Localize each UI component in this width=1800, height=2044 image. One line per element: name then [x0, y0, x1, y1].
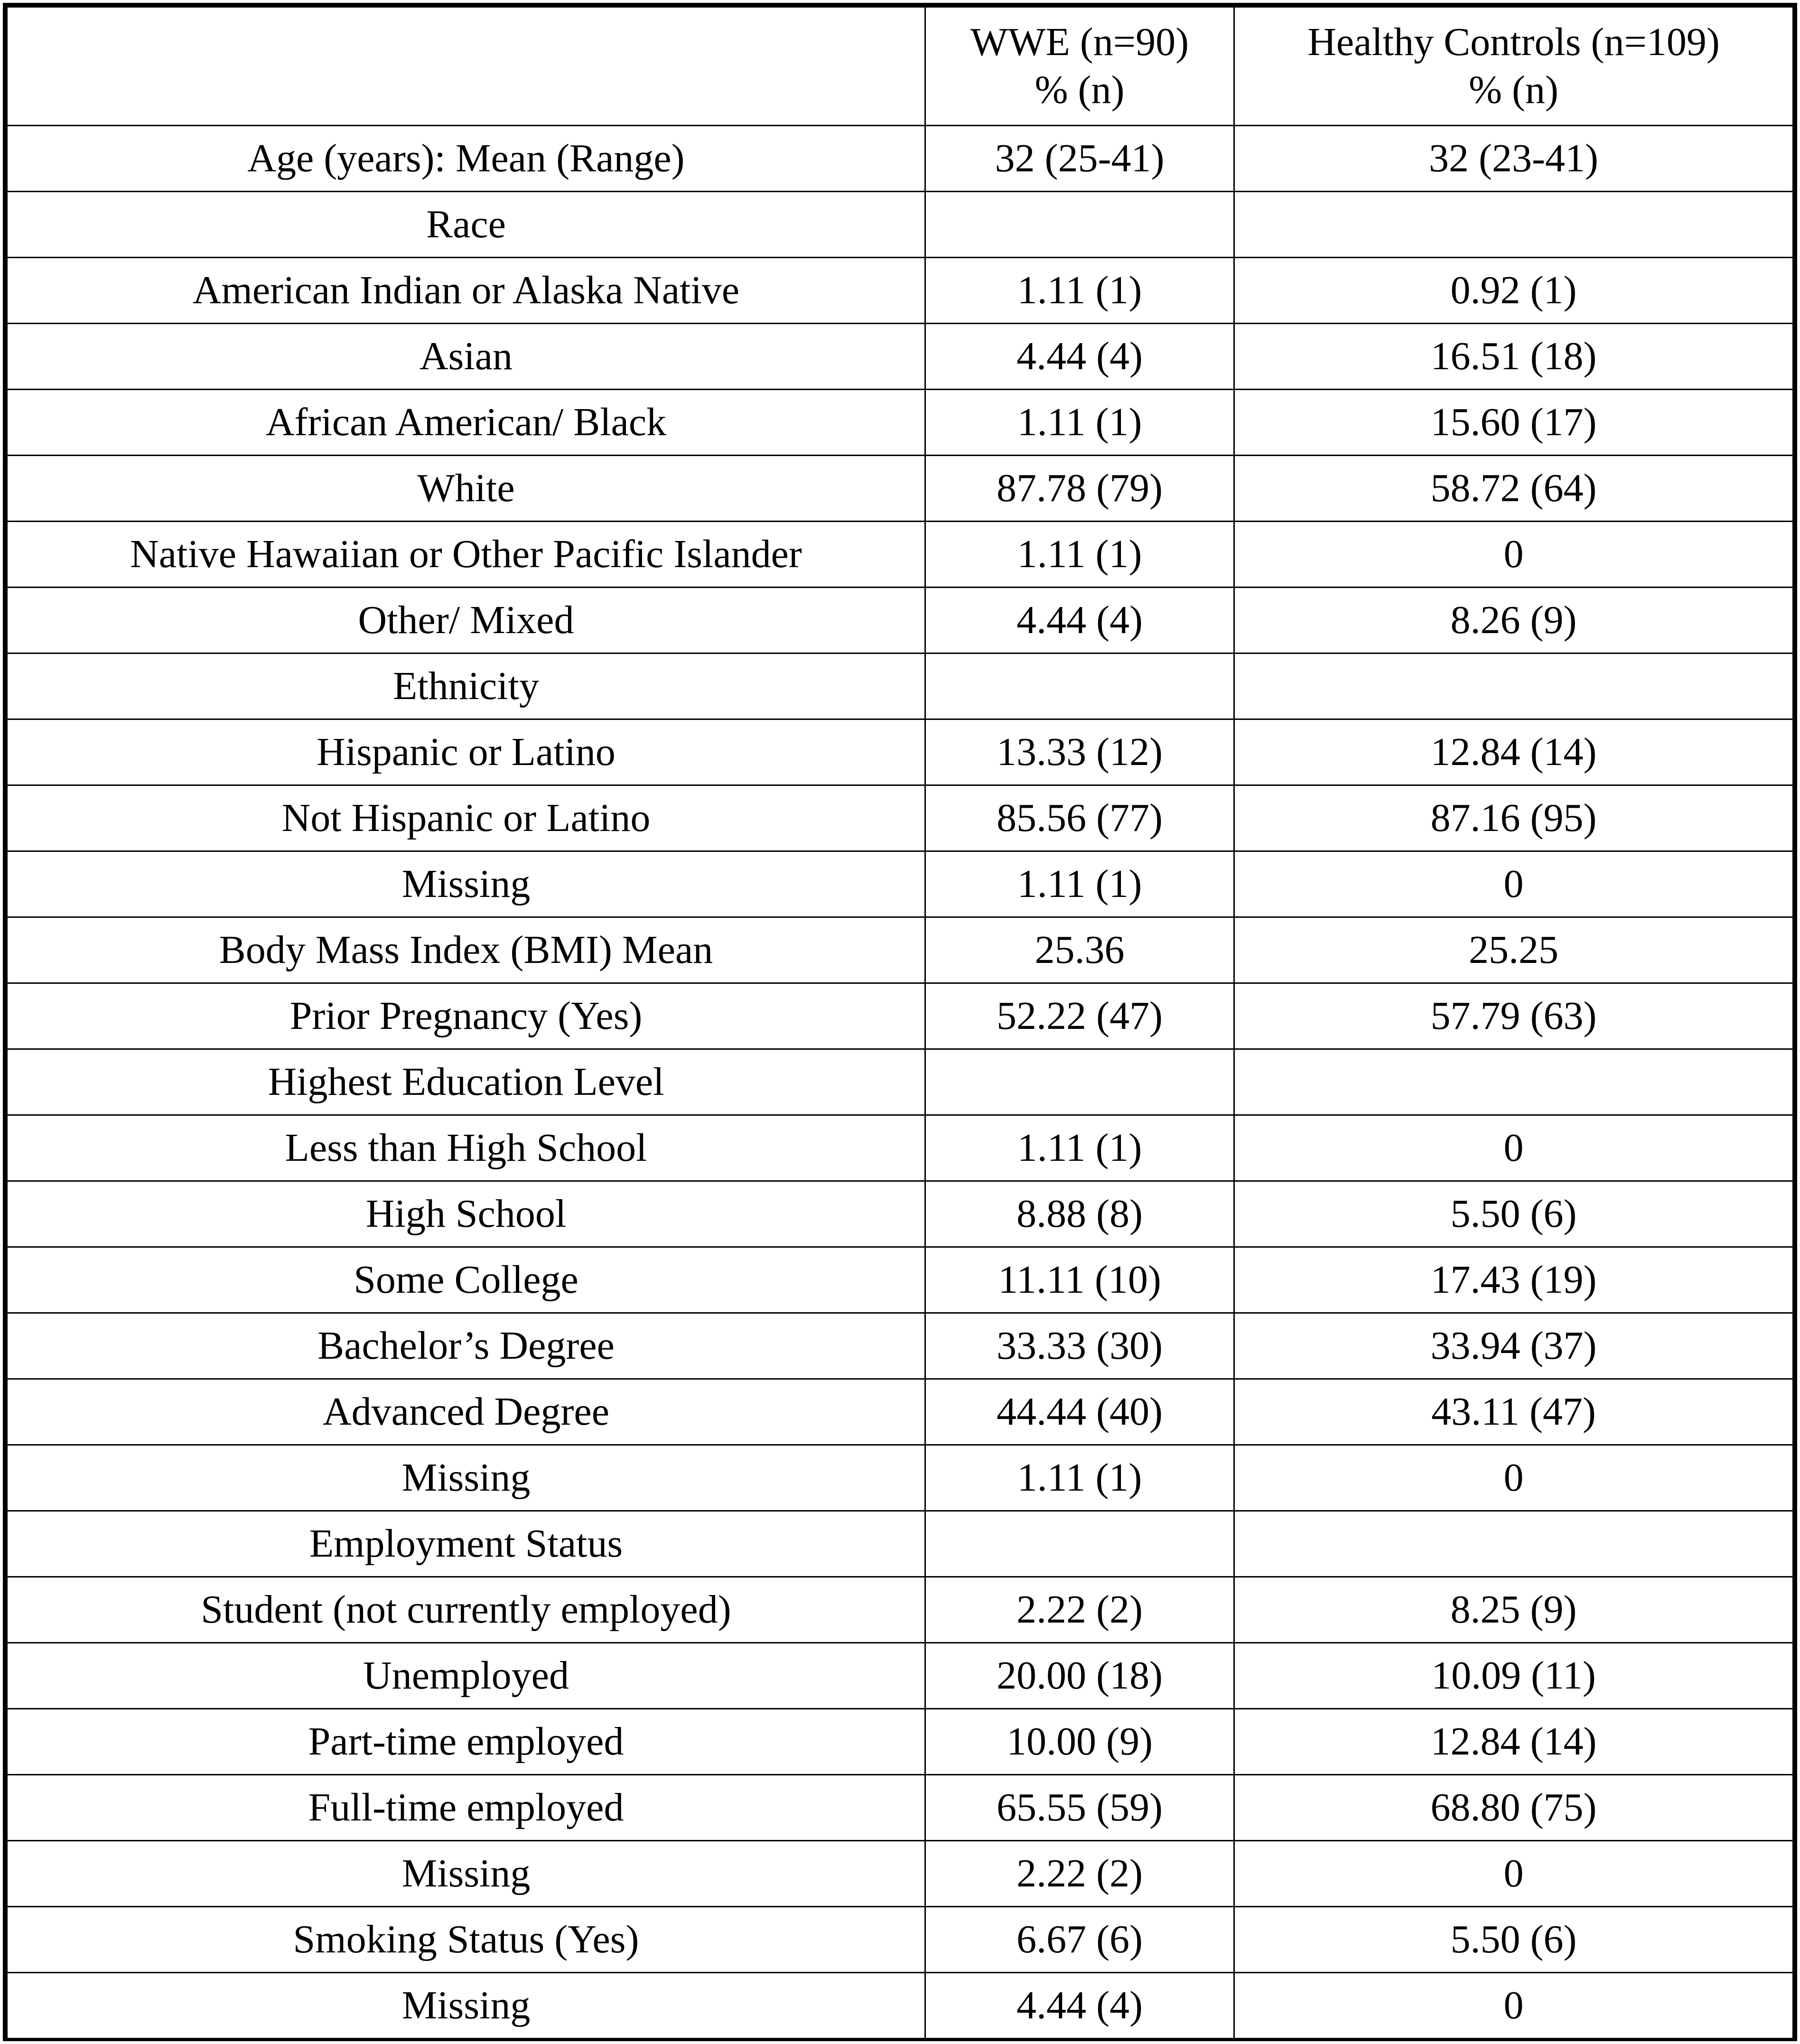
header-wwe-unit: % (n)	[1035, 67, 1125, 112]
wwe-value-cell: 25.36	[925, 917, 1234, 983]
row-label-cell: Missing	[7, 1445, 925, 1511]
healthy-controls-value-cell: 25.25	[1234, 917, 1793, 983]
wwe-value-cell: 1.11 (1)	[925, 1445, 1234, 1511]
wwe-value-cell: 44.44 (40)	[925, 1379, 1234, 1445]
table-row	[7, 1709, 1793, 1775]
healthy-controls-value-cell: 0	[1234, 1841, 1793, 1907]
wwe-value-cell: 32 (25-41)	[925, 126, 1234, 192]
wwe-value-cell: 4.44 (4)	[925, 588, 1234, 653]
wwe-value-cell	[925, 1511, 1234, 1577]
wwe-value-cell: 6.67 (6)	[925, 1907, 1234, 1973]
healthy-controls-value-cell: 17.43 (19)	[1234, 1247, 1793, 1313]
row-label-cell: Highest Education Level	[7, 1049, 925, 1115]
wwe-value-cell: 87.78 (79)	[925, 456, 1234, 522]
wwe-value-cell: 10.00 (9)	[925, 1709, 1234, 1775]
healthy-controls-value-cell: 0.92 (1)	[1234, 258, 1793, 324]
row-label-cell: Missing	[7, 851, 925, 917]
row-label-cell: Ethnicity	[7, 653, 925, 719]
row-label-cell: Some College	[7, 1247, 925, 1313]
row-label-cell: Race	[7, 192, 925, 258]
header-wwe	[925, 7, 1234, 126]
healthy-controls-value-cell: 57.79 (63)	[1234, 983, 1793, 1049]
healthy-controls-value-cell	[1234, 1049, 1793, 1115]
healthy-controls-value-cell: 58.72 (64)	[1234, 456, 1793, 522]
row-label-cell: African American/ Black	[7, 390, 925, 456]
healthy-controls-value-cell: 0	[1234, 1115, 1793, 1181]
header-empty-cell	[7, 7, 925, 126]
wwe-value-cell: 1.11 (1)	[925, 522, 1234, 588]
wwe-value-cell: 1.11 (1)	[925, 258, 1234, 324]
table-row	[7, 1841, 1793, 1907]
wwe-value-cell: 52.22 (47)	[925, 983, 1234, 1049]
table-row	[7, 1313, 1793, 1379]
healthy-controls-value-cell: 15.60 (17)	[1234, 390, 1793, 456]
row-label-cell: Advanced Degree	[7, 1379, 925, 1445]
healthy-controls-value-cell: 0	[1234, 851, 1793, 917]
table-row	[7, 1643, 1793, 1709]
table-row	[7, 1775, 1793, 1841]
table-row	[7, 1181, 1793, 1247]
table-row	[7, 522, 1793, 588]
wwe-value-cell: 1.11 (1)	[925, 390, 1234, 456]
healthy-controls-value-cell: 5.50 (6)	[1234, 1181, 1793, 1247]
wwe-value-cell: 11.11 (10)	[925, 1247, 1234, 1313]
row-label-cell: Less than High School	[7, 1115, 925, 1181]
table-row	[7, 917, 1793, 983]
wwe-value-cell	[925, 653, 1234, 719]
healthy-controls-value-cell: 33.94 (37)	[1234, 1313, 1793, 1379]
row-label-cell: Not Hispanic or Latino	[7, 785, 925, 851]
table-row	[7, 851, 1793, 917]
table-row	[7, 1973, 1793, 2039]
table-row	[7, 258, 1793, 324]
table-header-row	[7, 7, 1793, 126]
table-row	[7, 588, 1793, 653]
healthy-controls-value-cell: 43.11 (47)	[1234, 1379, 1793, 1445]
row-label-cell: High School	[7, 1181, 925, 1247]
row-label-cell: Smoking Status (Yes)	[7, 1907, 925, 1973]
header-hc-unit: % (n)	[1469, 67, 1558, 112]
row-label-cell: Bachelor’s Degree	[7, 1313, 925, 1379]
healthy-controls-value-cell	[1234, 192, 1793, 258]
table-row	[7, 1115, 1793, 1181]
row-label-cell: American Indian or Alaska Native	[7, 258, 925, 324]
table-row	[7, 324, 1793, 390]
healthy-controls-value-cell: 8.25 (9)	[1234, 1577, 1793, 1643]
table-row	[7, 390, 1793, 456]
wwe-value-cell: 2.22 (2)	[925, 1841, 1234, 1907]
healthy-controls-value-cell: 12.84 (14)	[1234, 1709, 1793, 1775]
healthy-controls-value-cell: 12.84 (14)	[1234, 719, 1793, 785]
wwe-value-cell: 33.33 (30)	[925, 1313, 1234, 1379]
table-row	[7, 1049, 1793, 1115]
row-label-cell: Other/ Mixed	[7, 588, 925, 653]
healthy-controls-value-cell: 10.09 (11)	[1234, 1643, 1793, 1709]
healthy-controls-value-cell: 87.16 (95)	[1234, 785, 1793, 851]
row-label-cell: Age (years): Mean (Range)	[7, 126, 925, 192]
wwe-value-cell: 2.22 (2)	[925, 1577, 1234, 1643]
row-label-cell: Employment Status	[7, 1511, 925, 1577]
healthy-controls-value-cell: 0	[1234, 1973, 1793, 2039]
table-row	[7, 1379, 1793, 1445]
healthy-controls-value-cell: 0	[1234, 1445, 1793, 1511]
row-label-cell: Native Hawaiian or Other Pacific Islander	[7, 522, 925, 588]
table-row	[7, 653, 1793, 719]
row-label-cell: Prior Pregnancy (Yes)	[7, 983, 925, 1049]
row-label-cell: Part-time employed	[7, 1709, 925, 1775]
wwe-value-cell: 1.11 (1)	[925, 1115, 1234, 1181]
wwe-value-cell: 4.44 (4)	[925, 1973, 1234, 2039]
row-label-cell: Missing	[7, 1973, 925, 2039]
row-label-cell: Student (not currently employed)	[7, 1577, 925, 1643]
row-label-cell: Body Mass Index (BMI) Mean	[7, 917, 925, 983]
table-row	[7, 1907, 1793, 1973]
wwe-value-cell: 4.44 (4)	[925, 324, 1234, 390]
wwe-value-cell: 1.11 (1)	[925, 851, 1234, 917]
table-row	[7, 1445, 1793, 1511]
row-label-cell: Missing	[7, 1841, 925, 1907]
row-label-cell: Hispanic or Latino	[7, 719, 925, 785]
table-row	[7, 456, 1793, 522]
wwe-value-cell: 8.88 (8)	[925, 1181, 1234, 1247]
header-hc-title: Healthy Controls (n=109)	[1307, 19, 1720, 64]
table-row	[7, 1247, 1793, 1313]
healthy-controls-value-cell: 5.50 (6)	[1234, 1907, 1793, 1973]
healthy-controls-value-cell: 32 (23-41)	[1234, 126, 1793, 192]
wwe-value-cell: 13.33 (12)	[925, 719, 1234, 785]
healthy-controls-value-cell	[1234, 653, 1793, 719]
wwe-value-cell: 65.55 (59)	[925, 1775, 1234, 1841]
table-body	[7, 126, 1793, 2039]
table-row	[7, 1577, 1793, 1643]
wwe-value-cell	[925, 1049, 1234, 1115]
header-wwe-title: WWE (n=90)	[970, 19, 1189, 64]
healthy-controls-value-cell: 16.51 (18)	[1234, 324, 1793, 390]
row-label-cell: Asian	[7, 324, 925, 390]
table-row	[7, 192, 1793, 258]
wwe-value-cell: 20.00 (18)	[925, 1643, 1234, 1709]
wwe-value-cell	[925, 192, 1234, 258]
healthy-controls-value-cell: 0	[1234, 522, 1793, 588]
table-row	[7, 126, 1793, 192]
row-label-cell: White	[7, 456, 925, 522]
table-row	[7, 785, 1793, 851]
wwe-value-cell: 85.56 (77)	[925, 785, 1234, 851]
healthy-controls-value-cell	[1234, 1511, 1793, 1577]
healthy-controls-value-cell: 8.26 (9)	[1234, 588, 1793, 653]
healthy-controls-value-cell: 68.80 (75)	[1234, 1775, 1793, 1841]
row-label-cell: Full-time employed	[7, 1775, 925, 1841]
table-row	[7, 719, 1793, 785]
demographics-table	[6, 6, 1794, 2039]
demographics-table-frame	[3, 3, 1797, 2041]
header-healthy-controls	[1234, 7, 1793, 126]
table-row	[7, 983, 1793, 1049]
row-label-cell: Unemployed	[7, 1643, 925, 1709]
table-row	[7, 1511, 1793, 1577]
